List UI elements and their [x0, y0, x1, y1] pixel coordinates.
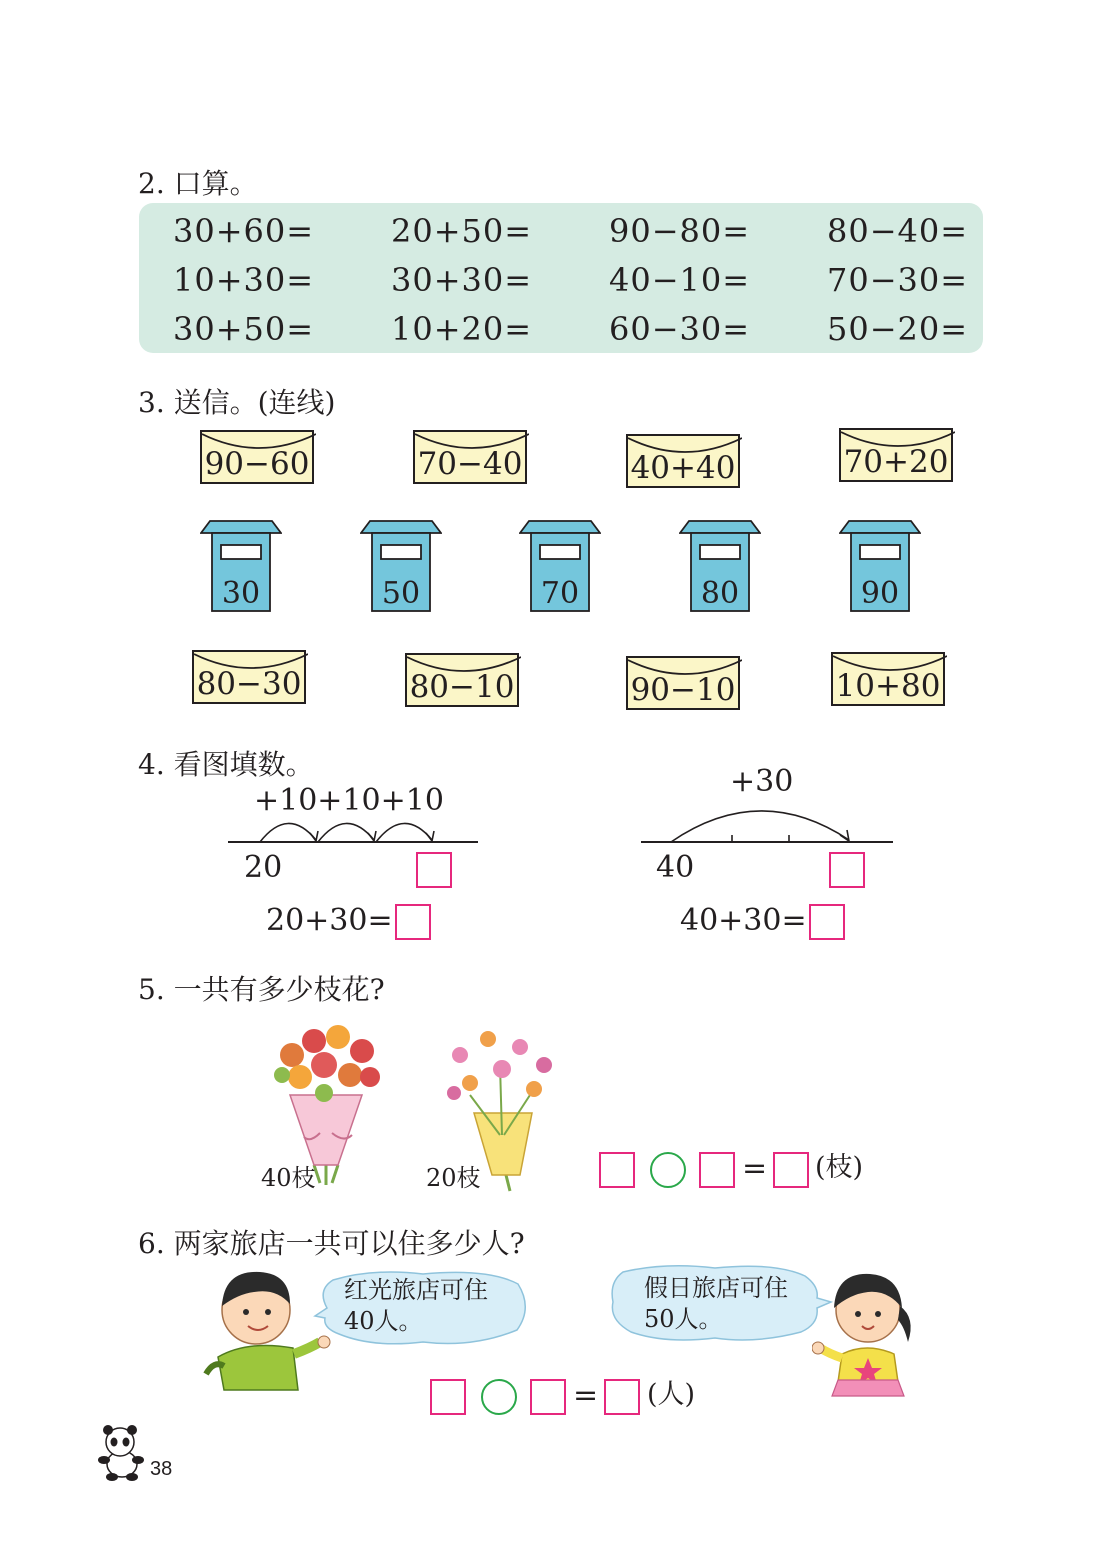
envelope[interactable] — [626, 434, 740, 488]
unit-label: (人) — [647, 1379, 696, 1410]
envelope-label: 90−10 — [630, 672, 736, 708]
mailbox[interactable] — [360, 520, 442, 612]
calc-item: 50−20= — [827, 310, 969, 348]
envelope-label: 70−40 — [417, 446, 523, 482]
answer-box[interactable] — [809, 904, 845, 940]
mailbox[interactable] — [679, 520, 761, 612]
q4-title: 4. 看图填数。 — [138, 748, 314, 781]
unit-label: (枝) — [815, 1152, 864, 1183]
boy-speech-line: 40人。 — [344, 1307, 423, 1335]
q5-title: 5. 一共有多少枝花? — [138, 973, 385, 1006]
operator-circle[interactable] — [650, 1152, 686, 1188]
answer-box[interactable] — [430, 1379, 466, 1415]
equation: 20+30= — [266, 903, 393, 938]
equals-sign: = — [742, 1151, 768, 1186]
envelope[interactable] — [839, 428, 953, 482]
jump-label: +10+10+10 — [254, 783, 444, 818]
calc-item: 40−10= — [609, 261, 751, 299]
boy-speech-line: 红光旅店可住 — [344, 1276, 488, 1304]
answer-box[interactable] — [599, 1152, 635, 1188]
envelope-label: 70+20 — [843, 444, 949, 480]
envelope[interactable] — [405, 653, 519, 707]
answer-box[interactable] — [604, 1379, 640, 1415]
envelope-label: 10+80 — [835, 668, 941, 704]
jump-label: +30 — [730, 764, 794, 799]
girl-speech-line: 假日旅店可住 — [644, 1274, 788, 1302]
answer-box[interactable] — [416, 852, 452, 888]
envelope[interactable] — [626, 656, 740, 710]
mailbox[interactable] — [839, 520, 921, 612]
answer-box[interactable] — [773, 1152, 809, 1188]
mailbox-number: 80 — [700, 576, 740, 611]
envelope-label: 80−30 — [196, 666, 302, 702]
envelope[interactable] — [200, 430, 314, 484]
calc-item: 90−80= — [609, 212, 751, 250]
envelope-label: 40+40 — [630, 450, 736, 486]
envelope[interactable] — [192, 650, 306, 704]
equation: 40+30= — [680, 903, 807, 938]
start-number: 40 — [656, 850, 695, 885]
answer-box[interactable] — [699, 1152, 735, 1188]
mailbox-number: 70 — [540, 576, 580, 611]
answer-box[interactable] — [829, 852, 865, 888]
envelope[interactable] — [413, 430, 527, 484]
calc-item: 30+60= — [173, 212, 315, 250]
envelope-label: 90−60 — [204, 446, 310, 482]
calc-item: 10+20= — [391, 310, 533, 348]
q6-title: 6. 两家旅店一共可以住多少人? — [138, 1227, 525, 1260]
rose-bouquet-image — [262, 1015, 392, 1185]
calc-item: 60−30= — [609, 310, 751, 348]
operator-circle[interactable] — [481, 1379, 517, 1415]
bouquet-count-label: 40枝 — [261, 1164, 316, 1192]
girl-speech-line: 50人。 — [644, 1305, 723, 1333]
start-number: 20 — [244, 850, 283, 885]
calc-item: 30+30= — [391, 261, 533, 299]
girl-image — [812, 1262, 922, 1402]
calc-item: 10+30= — [173, 261, 315, 299]
page-number: 38 — [150, 1458, 173, 1480]
equals-sign: = — [573, 1378, 599, 1413]
calc-item: 80−40= — [827, 212, 969, 250]
mental-calc-panel — [139, 203, 983, 353]
answer-box[interactable] — [395, 904, 431, 940]
calc-item: 20+50= — [391, 212, 533, 250]
envelope[interactable] — [831, 652, 945, 706]
mailbox-number: 50 — [381, 576, 421, 611]
answer-box[interactable] — [530, 1379, 566, 1415]
mailbox[interactable] — [200, 520, 282, 612]
envelope-label: 80−10 — [409, 669, 515, 705]
panda-icon — [92, 1424, 148, 1482]
mailbox[interactable] — [519, 520, 601, 612]
bouquet-count-label: 20枝 — [426, 1164, 481, 1192]
q3-title: 3. 送信。(连线) — [138, 386, 336, 419]
mailbox-number: 30 — [221, 576, 261, 611]
calc-item: 70−30= — [827, 261, 969, 299]
q2-title: 2. 口算。 — [138, 167, 258, 200]
calc-item: 30+50= — [173, 310, 315, 348]
mailbox-number: 90 — [860, 576, 900, 611]
